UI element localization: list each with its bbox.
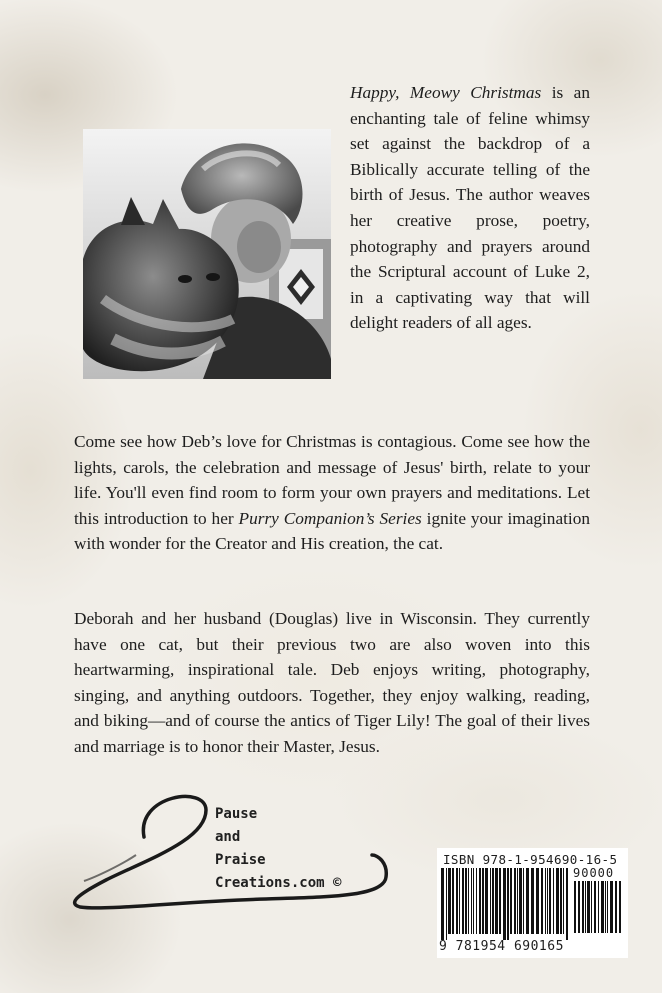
barcode-bar: [526, 868, 529, 934]
barcode-bar: [514, 868, 516, 934]
barcode-bar: [619, 881, 621, 933]
barcode-bar: [549, 868, 551, 934]
publisher-logo: [66, 785, 396, 910]
logo-line-praise: Praise: [215, 852, 266, 868]
barcode-bar: [446, 868, 447, 940]
barcode-bar: [560, 868, 562, 934]
barcode-bar: [482, 868, 484, 934]
ean-digits: 9 781954 690165: [439, 939, 564, 954]
barcode-bar: [441, 868, 444, 940]
barcode-bar: [517, 868, 518, 934]
barcode-bar: [615, 881, 617, 933]
author-bio-paragraph: Deborah and her husband (Douglas) live in Wisconsin. They currently have one cat, but their previous two are also woven into this heartwarming, inspirational tale. Deb enjoys writing, photography, singing, and anything outdoors. Together, they enjoy walking, reading, and biking—and of course the antics of Tiger Lily! The goal of their lives and marriage is to honor their Master, Jesus.: [74, 609, 590, 756]
logo-line-pause: Pause: [215, 806, 258, 822]
barcode-bar: [510, 868, 512, 934]
barcode-bar: [495, 868, 498, 934]
barcode-bar: [610, 881, 613, 933]
barcode-bar: [585, 881, 586, 933]
book-blurb: [350, 80, 590, 336]
barcode-bar: [531, 868, 534, 934]
addon-barcode-icon: [574, 881, 624, 939]
barcode-bar: [547, 868, 548, 934]
barcode-bar: [479, 868, 481, 934]
barcode-bar: [465, 868, 467, 934]
isbn-label: ISBN 978-1-954690-16-5: [443, 852, 618, 867]
barcode-bar: [587, 881, 590, 933]
barcode-bar: [490, 868, 491, 934]
barcode-bar: [519, 868, 522, 934]
barcode-bar: [605, 881, 606, 933]
barcode-bar: [503, 868, 506, 940]
barcode-bar: [545, 868, 546, 934]
barcode-bar: [468, 868, 469, 934]
barcode-bar: [536, 868, 539, 934]
barcode-bar: [553, 868, 554, 934]
barcode-bar: [459, 868, 460, 934]
barcode-bar: [507, 868, 509, 940]
ean-barcode-icon: [441, 868, 569, 940]
barcode-bar: [601, 881, 604, 933]
description-lead: Come see how Deb’s love for Christmas is contagious. Come see how the lights, carols, the celebration and message of Jesus' birth, relate to your life. You'll even find room to form your own prayers and meditations. Let this introduction to her: [74, 432, 590, 528]
blurb-text: is an enchanting tale of feline whimsy set against the backdrop of a Biblically accurate telling of the birth of Jesus. The author weaves her creative prose, poetry, photography and prayers around the Scriptural account of Luke 2, in a captivating way that will delight readers of all ages.: [350, 83, 590, 333]
barcode-bar: [492, 868, 494, 934]
book-title: Happy, Meowy Christmas: [350, 83, 542, 102]
script-two-logo-icon: [66, 785, 396, 910]
author-with-cat-photo-icon: [83, 129, 331, 379]
logo-line-and: and: [215, 829, 241, 845]
barcode-bar: [499, 868, 501, 934]
barcode-bar: [556, 868, 559, 934]
barcode-bar: [594, 881, 596, 933]
barcode-bar: [566, 868, 568, 940]
isbn-barcode: [437, 848, 628, 958]
barcode-bar: [471, 868, 472, 934]
barcode-bar: [574, 881, 576, 933]
barcode-bar: [476, 868, 477, 934]
description-paragraph: [74, 429, 590, 557]
barcode-bar: [485, 868, 488, 934]
barcode-bar: [448, 868, 451, 934]
author-photo: [83, 129, 331, 379]
barcode-bar: [462, 868, 464, 934]
barcode-bar: [523, 868, 524, 934]
series-name: Purry Companion’s Series: [238, 508, 422, 528]
barcode-bar: [563, 868, 564, 934]
barcode-bar: [541, 868, 543, 934]
barcode-bar: [473, 868, 474, 934]
barcode-bar: [591, 881, 592, 933]
barcode-bar: [578, 881, 580, 933]
barcode-bar: [456, 868, 458, 934]
description-tail: ignite your imagination with wonder for the Creator and His creation, the cat.: [74, 508, 591, 554]
price-addon-code: 90000: [573, 866, 615, 880]
logo-line-website: Creations.com ©: [215, 875, 342, 891]
barcode-bar: [452, 868, 454, 934]
barcode-bar: [582, 881, 584, 933]
barcode-bar: [598, 881, 599, 933]
barcode-bar: [607, 881, 608, 933]
